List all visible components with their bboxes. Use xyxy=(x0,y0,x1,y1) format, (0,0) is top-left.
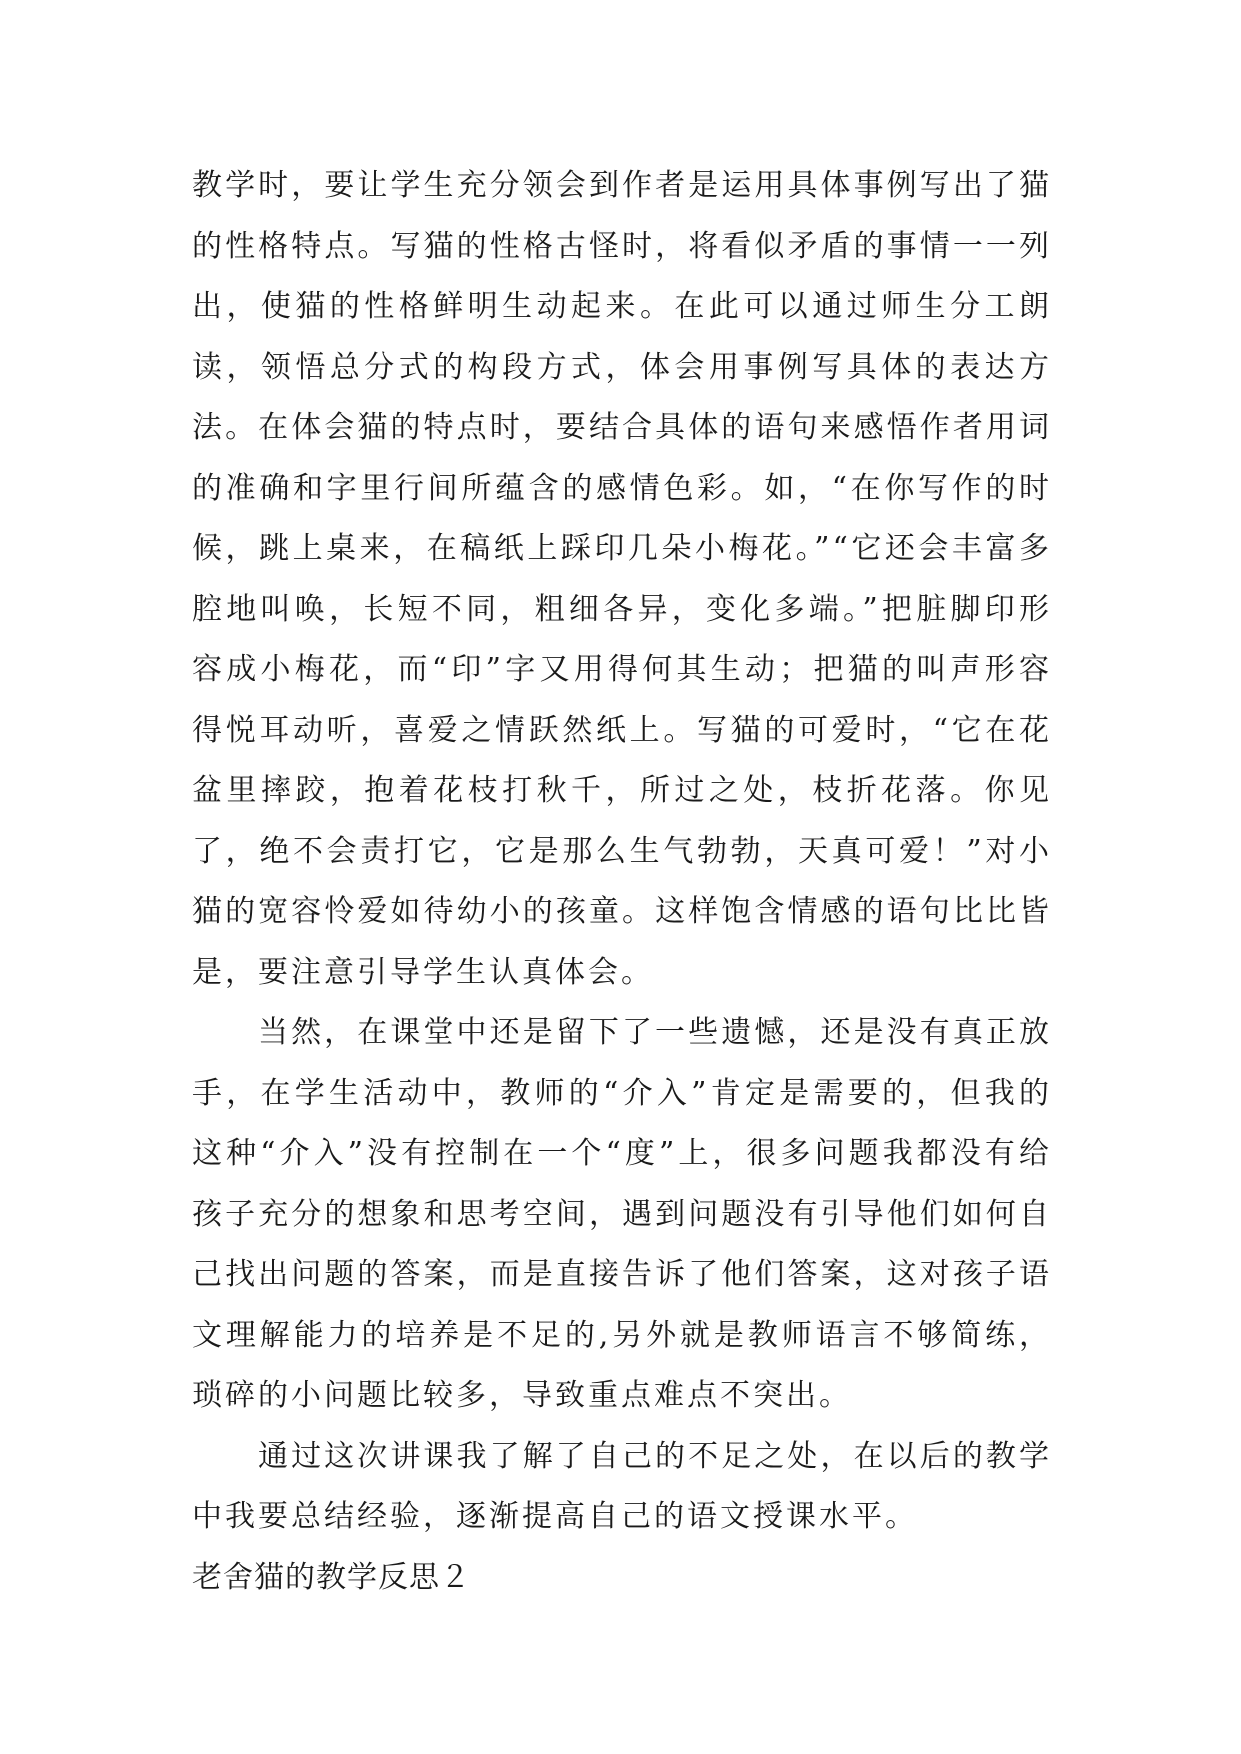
document-body xyxy=(192,156,1052,1608)
paragraph-1: 教学时，要让学生充分领会到作者是运用具体事例写出了猫的性格特点。写猫的性格古怪时，将看似矛盾的事情一一列出，使猫的性格鲜明生动起来。在此可以通过师生分工朗读，领悟总分式的构段方式，体会用事例写具体的表达方法。在体会猫的特点时，要结合具体的语句来感悟作者用词的准确和字里行间所蕴含的感情色彩。如，“在你写作的时候，跳上桌来，在稿纸上踩印几朵小梅花。”“它还会丰富多腔地叫唤，长短不同，粗细各异，变化多端。”把脏脚印形容成小梅花，而“印”字又用得何其生动；把猫的叫声形容得悦耳动听，喜爱之情跃然纸上。写猫的可爱时，“它在花盆里摔跤，抱着花枝打秋千，所过之处，枝折花落。你见了，绝不会责打它，它是那么生气勃勃，天真可爱！”对小猫的宽容怜爱如待幼小的孩童。这样饱含情感的语句比比皆是，要注意引导学生认真体会。 xyxy=(192,168,1052,990)
paragraph-2: 当然，在课堂中还是留下了一些遗憾，还是没有真正放手，在学生活动中，教师的“介入”肯定是需要的，但我的这种“介入”没有控制在一个“度”上，很多问题我都没有给孩子充分的想象和思考空间，遇到问题没有引导他们如何自己找出问题的答案，而是直接告诉了他们答案，这对孩子语文理解能力的培养是不足的,另外就是教师语言不够简练，琐碎的小问题比较多，导致重点难点不突出。 xyxy=(192,1015,1052,1413)
section-heading: 老舍猫的教学反思２ xyxy=(192,1559,471,1595)
paragraph-3: 通过这次讲课我了解了自己的不足之处，在以后的教学中我要总结经验，逐渐提高自己的语文授课水平。 xyxy=(192,1438,1052,1534)
